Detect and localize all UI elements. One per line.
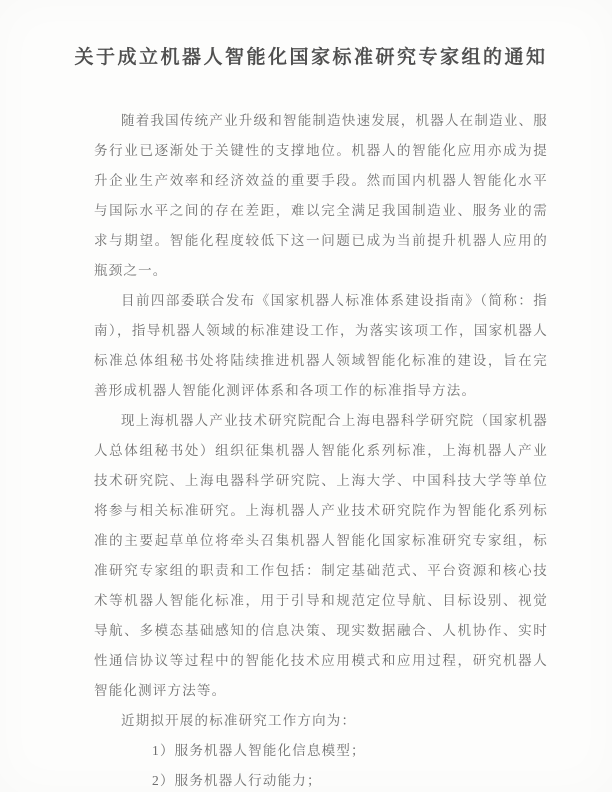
list-item-2: 2）服务机器人行动能力； <box>152 773 322 788</box>
paragraph-expert-group: 现上海机器人产业技术研究院配合上海电器科学研究院（国家机器人总体组秘书处）组织征集机器人智能化系列标准，上海机器人产业技术研究院、上海电器科学研究院、上海大学、中国科技大学等单位将参与相关标准研究。上海机器人产业技术研究院作为智能化系列标准的主要起草单位将牵头召集机器人智能化国家标准研究专家组，标准研究专家组的职责和工作包括：制定基础范式、平台资源和核心技术等机器人智能化标准，用于引导和规范定位导航、目标设别、视觉导航、多模态基础感知的信息决策、现实数据融合、人机协作、实时性通信协议等过程中的智能化技术应用模式和应用过程，研究机器人智能化测评方法等。 <box>94 413 548 698</box>
document-title: 关于成立机器人智能化国家标准研究专家组的通知 <box>74 47 548 68</box>
section-intro: 近期拟开展的标准研究工作方向为： <box>121 713 357 728</box>
paragraph-background: 随着我国传统产业升级和智能制造快速发展，机器人在制造业、服务行业已逐渐处于关键性的支撑地位。机器人的智能化应用亦成为提升企业生产效率和经济效益的重要手段。然而国内机器人智能化水平与国际水平之间的存在差距，难以完全满足我国制造业、服务业的需求与期望。智能化程度较低下这一问题已成为当前提升机器人应用的瓶颈之一。 <box>94 113 548 278</box>
paragraph-guideline: 目前四部委联合发布《国家机器人标准体系建设指南》（简称：指南），指导机器人领域的标准建设工作，为落实该项工作，国家机器人标准总体组秘书处将陆续推进机器人领域智能化标准的建设，旨在完善形成机器人智能化测评体系和各项工作的标准指导方法。 <box>94 293 548 398</box>
list-item-1: 1）服务机器人智能化信息模型； <box>152 743 366 758</box>
research-direction-list <box>94 736 548 792</box>
